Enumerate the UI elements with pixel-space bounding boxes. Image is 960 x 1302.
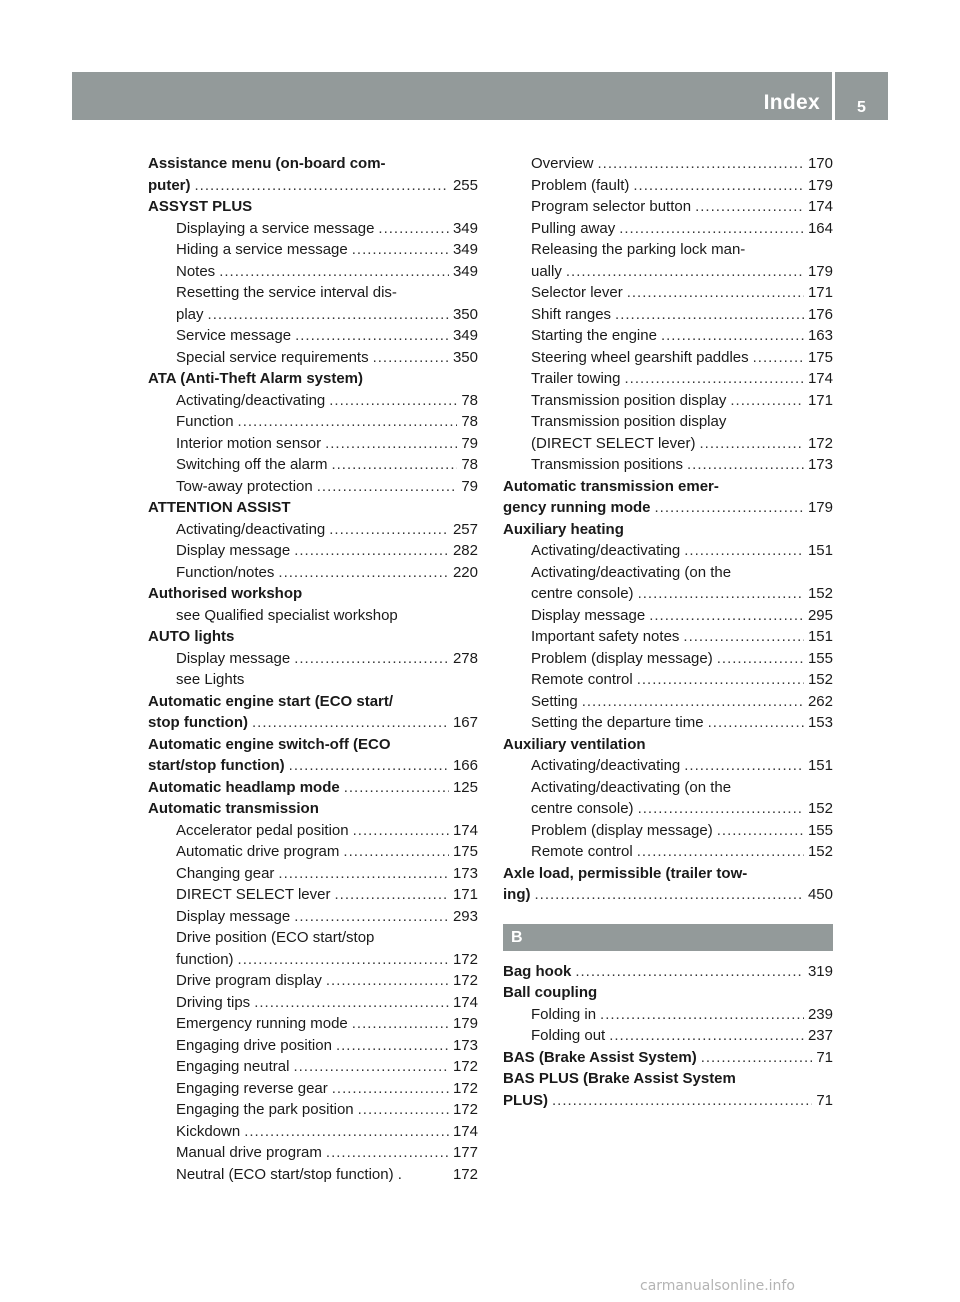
entry-label: Activating/deactivating (on the [531, 778, 732, 796]
entry-page: 167 [452, 714, 478, 731]
dot-leader [627, 282, 804, 304]
dot-leader [609, 1025, 804, 1047]
dot-leader [683, 626, 804, 648]
index-entry [148, 304, 478, 326]
entry-page: 173 [807, 456, 833, 473]
entry-label: Selector lever [531, 284, 623, 301]
index-entry [503, 218, 833, 240]
index-entry [148, 519, 478, 541]
entry-label: Engaging the park position [176, 1101, 354, 1118]
dot-leader [289, 755, 449, 777]
index-entry [148, 175, 478, 197]
entry-label: Transmission position display [531, 413, 727, 430]
entry-label: Changing gear [176, 864, 275, 882]
entry-page: 172 [452, 1058, 478, 1075]
index-entry [148, 755, 478, 777]
dot-leader [708, 712, 804, 734]
dot-leader [294, 906, 449, 928]
entry-page: 151 [807, 542, 833, 559]
index-entry [503, 669, 833, 691]
entry-page: 176 [807, 305, 833, 323]
entry-page: 278 [452, 649, 478, 667]
entry-page: 78 [461, 456, 478, 473]
dot-leader [637, 669, 804, 691]
dot-leader [344, 777, 449, 799]
entry-label: Displaying a service message [176, 219, 375, 237]
entry-page: 172 [452, 1165, 478, 1183]
entry-label: Problem (display message) [531, 649, 713, 667]
entry-page: 173 [452, 1036, 478, 1054]
entry-page: 295 [807, 606, 833, 624]
entry-page: 174 [452, 821, 478, 839]
dot-leader [238, 411, 458, 433]
entry-page: 174 [452, 1122, 478, 1140]
index-entry [148, 1056, 478, 1078]
dot-leader [687, 454, 804, 476]
entry-page: 166 [452, 757, 478, 774]
entry-page: 173 [452, 864, 478, 882]
entry-heading: AUTO lights [148, 628, 235, 645]
index-entry [503, 841, 833, 863]
entry-label: Automatic headlamp mode [148, 778, 340, 796]
dot-leader [254, 992, 449, 1014]
index-entry [503, 798, 833, 820]
entry-heading: Auxiliary ventilation [503, 735, 646, 753]
dot-leader [615, 304, 804, 326]
header-title: Index [763, 91, 820, 114]
entry-label: ually [531, 262, 562, 280]
entry-label: BAS (Brake Assist System) [503, 1048, 697, 1066]
dot-leader [219, 261, 449, 283]
dot-leader [552, 1090, 812, 1112]
entry-label: PLUS) [503, 1091, 548, 1109]
entry-label: Resetting the service interval dis- [176, 284, 397, 301]
entry-label: Function/notes [176, 563, 275, 581]
entry-label: centre console) [531, 585, 634, 602]
index-entry [148, 562, 478, 584]
page-number: 5 [835, 72, 888, 120]
entry-label: Kickdown [176, 1122, 241, 1140]
header-bar [72, 72, 832, 120]
entry-label: function) [176, 950, 234, 968]
entry-label: Bag hook [503, 962, 572, 980]
entry-label: Automatic drive program [176, 843, 340, 860]
index-entry [148, 218, 478, 240]
dot-leader [332, 1078, 449, 1100]
cross-reference: see Lights [176, 671, 245, 688]
entry-page: 349 [452, 219, 478, 237]
entry-page: 155 [807, 821, 833, 839]
index-entry [503, 626, 833, 648]
entry-heading: ASSYST PLUS [148, 198, 253, 215]
entry-label: Tow-away protection [176, 477, 313, 495]
entry-heading: Automatic transmission [148, 800, 319, 817]
entry-label: Problem (fault) [531, 176, 630, 194]
dot-leader [195, 175, 449, 197]
index-entry [503, 1004, 833, 1026]
index-entry [148, 540, 478, 562]
dot-leader [684, 755, 804, 777]
entry-label: Activating/deactivating [176, 520, 326, 538]
index-entry [148, 712, 478, 734]
entry-page: 239 [807, 1005, 833, 1023]
dot-leader [684, 540, 804, 562]
dot-leader [655, 497, 804, 519]
index-entry [503, 368, 833, 390]
entry-page: 172 [452, 972, 478, 989]
dot-leader [598, 153, 804, 175]
entry-label: Activating/deactivating [531, 757, 681, 774]
entry-page: 152 [807, 800, 833, 817]
entry-page: 257 [452, 520, 478, 538]
index-entry [148, 1099, 478, 1121]
entry-label: Driving tips [176, 993, 251, 1011]
entry-page: 450 [807, 886, 833, 903]
index-entry [148, 433, 478, 455]
dot-leader [717, 820, 804, 842]
index-entry [148, 1078, 478, 1100]
index-entry [148, 820, 478, 842]
dot-leader [535, 884, 804, 906]
index-column-right [503, 153, 833, 1111]
dot-leader [252, 712, 449, 734]
entry-page: 71 [816, 1048, 833, 1066]
entry-label: Notes [176, 262, 216, 280]
dot-leader [329, 519, 449, 541]
index-entry [148, 863, 478, 885]
dot-leader [352, 239, 449, 261]
entry-label: Folding out [531, 1027, 606, 1044]
entry-page: 170 [807, 155, 833, 172]
entry-page: 350 [452, 305, 478, 323]
entry-label: Shift ranges [531, 305, 612, 323]
entry-label: Setting the departure time [531, 714, 704, 731]
index-entry [503, 648, 833, 670]
index-entry [148, 476, 478, 498]
entry-label: centre console) [531, 800, 634, 817]
entry-label: ing) [503, 886, 531, 903]
dot-leader [717, 648, 804, 670]
entry-label: Activating/deactivating [176, 391, 326, 409]
dot-leader [335, 884, 449, 906]
dot-leader [566, 261, 804, 283]
index-entry [148, 884, 478, 906]
index-entry [148, 390, 478, 412]
entry-heading: ATA (Anti-Theft Alarm system) [148, 370, 364, 387]
entry-page: 349 [452, 241, 478, 258]
index-entry [503, 282, 833, 304]
entry-page: 179 [807, 176, 833, 194]
index-entry [148, 777, 478, 799]
dot-leader [278, 863, 449, 885]
index-entry [148, 949, 478, 971]
dot-leader [624, 368, 803, 390]
index-entry [148, 841, 478, 863]
index-entry [503, 1090, 833, 1112]
index-entry [148, 1142, 478, 1164]
index-entry [503, 497, 833, 519]
entry-page: 171 [807, 391, 833, 409]
dot-leader [730, 390, 804, 412]
index-entry [148, 970, 478, 992]
entry-label: Program selector button [531, 198, 692, 215]
dot-leader [575, 961, 804, 983]
entry-heading: Automatic engine start (ECO start/ [148, 692, 394, 710]
index-entry [148, 239, 478, 261]
entry-heading: Auxiliary heating [503, 520, 624, 538]
index-entry [503, 884, 833, 906]
dot-leader [325, 433, 457, 455]
entry-page: 164 [807, 219, 833, 237]
dot-leader [336, 1035, 449, 1057]
dot-leader [600, 1004, 804, 1026]
dot-leader [343, 841, 449, 863]
index-entry [503, 583, 833, 605]
dot-leader [352, 1013, 449, 1035]
entry-label: Interior motion sensor [176, 434, 322, 452]
entry-heading: Automatic transmission emer- [503, 477, 719, 495]
entry-label: Service message [176, 327, 292, 344]
index-entry [503, 261, 833, 283]
entry-label: Setting [531, 692, 578, 710]
entry-page: 293 [452, 907, 478, 925]
entry-page: 172 [452, 1101, 478, 1118]
index-entry [503, 153, 833, 175]
entry-page: 152 [807, 671, 833, 688]
entry-label: Overview [531, 155, 594, 172]
entry-label: stop function) [148, 714, 248, 731]
entry-label: Switching off the alarm [176, 456, 328, 473]
entry-label: Steering wheel gearshift paddles [531, 348, 749, 366]
entry-page: 255 [452, 176, 478, 194]
index-entry [503, 605, 833, 627]
entry-label: Emergency running mode [176, 1015, 348, 1032]
entry-label: Folding in [531, 1005, 597, 1023]
entry-label: Display message [176, 542, 291, 559]
dot-leader [661, 325, 804, 347]
entry-page: 172 [452, 1079, 478, 1097]
entry-label: start/stop function) [148, 757, 285, 774]
entry-page: 175 [807, 348, 833, 366]
dot-leader [278, 562, 449, 584]
entry-label: Display message [176, 649, 291, 667]
index-entry [503, 1047, 833, 1069]
index-entry [148, 1121, 478, 1143]
entry-page: 179 [452, 1015, 478, 1032]
entry-label: Manual drive program [176, 1144, 322, 1161]
dot-leader [753, 347, 804, 369]
index-entry [148, 648, 478, 670]
dot-leader [238, 949, 449, 971]
dot-leader [326, 970, 449, 992]
entry-label: Engaging reverse gear [176, 1079, 328, 1097]
entry-page: 125 [452, 778, 478, 796]
index-column-left [148, 153, 478, 1185]
entry-page: 174 [807, 198, 833, 215]
entry-label: Important safety notes [531, 628, 680, 645]
entry-page: 319 [807, 962, 833, 980]
entry-page: 172 [452, 950, 478, 968]
entry-label: Trailer towing [531, 370, 621, 387]
index-entry [503, 433, 833, 455]
entry-page: 171 [807, 284, 833, 301]
index-entry [503, 325, 833, 347]
cross-reference: see Qualified specialist workshop [176, 606, 398, 624]
index-entry [148, 325, 478, 347]
dot-leader [326, 1142, 449, 1164]
dot-leader [701, 1047, 813, 1069]
dot-leader [649, 605, 804, 627]
entry-heading: Automatic engine switch-off (ECO [148, 735, 391, 753]
index-entry [148, 1013, 478, 1035]
entry-heading: Assistance menu (on-board com- [148, 155, 386, 172]
index-entry [148, 411, 478, 433]
index-entry [503, 196, 833, 218]
entry-page: 152 [807, 585, 833, 602]
index-entry [148, 906, 478, 928]
entry-heading: BAS PLUS (Brake Assist System [503, 1070, 736, 1087]
entry-page: 79 [461, 434, 478, 452]
index-entry [503, 175, 833, 197]
entry-heading: Axle load, permissible (trailer tow- [503, 864, 748, 882]
entry-label: Hiding a service message [176, 241, 348, 258]
dot-leader [294, 540, 449, 562]
entry-page: 163 [807, 327, 833, 344]
dot-leader [378, 218, 449, 240]
dot-leader [208, 304, 449, 326]
entry-page: 152 [807, 843, 833, 860]
entry-heading: ATTENTION ASSIST [148, 499, 291, 516]
index-entry [503, 961, 833, 983]
dot-leader [699, 433, 803, 455]
entry-label: Releasing the parking lock man- [531, 241, 746, 258]
entry-label: Display message [176, 907, 291, 925]
entry-label: Problem (display message) [531, 821, 713, 839]
index-entry [148, 1035, 478, 1057]
entry-page: 151 [807, 757, 833, 774]
dot-leader [358, 1099, 449, 1121]
entry-page: 79 [461, 477, 478, 495]
index-entry [148, 454, 478, 476]
index-entry [503, 1025, 833, 1047]
dot-leader [353, 820, 449, 842]
index-entry [503, 755, 833, 777]
dot-leader [331, 454, 457, 476]
dot-leader [638, 583, 804, 605]
dot-leader [633, 175, 804, 197]
entry-label: puter) [148, 176, 191, 194]
dot-leader [317, 476, 458, 498]
dot-leader [695, 196, 804, 218]
entry-label: Activating/deactivating (on the [531, 563, 732, 581]
entry-page: 237 [807, 1027, 833, 1044]
entry-label: Starting the engine [531, 327, 657, 344]
index-entry [503, 454, 833, 476]
entry-page: 175 [452, 843, 478, 860]
index-entry [503, 540, 833, 562]
dot-leader [619, 218, 804, 240]
entry-label: Remote control [531, 843, 633, 860]
dot-leader [294, 648, 449, 670]
dot-leader [329, 390, 457, 412]
index-entry [148, 261, 478, 283]
index-entry [503, 820, 833, 842]
entry-page: 78 [461, 413, 478, 430]
entry-page: 179 [807, 262, 833, 280]
index-entry [148, 992, 478, 1014]
entry-label: Pulling away [531, 219, 616, 237]
dot-leader [293, 1056, 449, 1078]
entry-page: 350 [452, 348, 478, 366]
index-entry [503, 712, 833, 734]
dot-leader [638, 798, 804, 820]
entry-page: 78 [461, 391, 478, 409]
entry-page: 151 [807, 628, 833, 645]
dot-leader [582, 691, 804, 713]
entry-page: 349 [452, 327, 478, 344]
dot-leader [295, 325, 449, 347]
entry-label: play [176, 305, 204, 323]
entry-page: 177 [452, 1144, 478, 1161]
entry-label: (DIRECT SELECT lever) [531, 434, 696, 452]
entry-label: Neutral (ECO start/stop function) . [176, 1165, 402, 1183]
entry-page: 153 [807, 714, 833, 731]
entry-page: 220 [452, 563, 478, 581]
entry-label: Remote control [531, 671, 633, 688]
dot-leader [373, 347, 449, 369]
entry-label: Transmission position display [531, 391, 727, 409]
dot-leader [244, 1121, 449, 1143]
entry-page: 282 [452, 542, 478, 559]
entry-label: Function [176, 413, 234, 430]
entry-label: Transmission positions [531, 456, 683, 473]
entry-label: Engaging neutral [176, 1058, 290, 1075]
watermark: carmanualsonline.info [640, 1278, 795, 1294]
index-entry [503, 691, 833, 713]
index-entry [503, 390, 833, 412]
entry-page: 174 [807, 370, 833, 387]
index-entry [503, 347, 833, 369]
entry-label: Special service requirements [176, 348, 369, 366]
entry-page: 155 [807, 649, 833, 667]
entry-label: Display message [531, 606, 646, 624]
entry-page: 262 [807, 692, 833, 710]
entry-label: Accelerator pedal position [176, 821, 349, 839]
index-header [72, 72, 888, 120]
entry-label: DIRECT SELECT lever [176, 886, 331, 903]
entry-label: Drive program display [176, 972, 322, 989]
index-entry [148, 347, 478, 369]
entry-heading: Authorised workshop [148, 585, 303, 602]
entry-heading: Ball coupling [503, 984, 598, 1001]
entry-label: gency running mode [503, 499, 651, 516]
entry-page: 349 [452, 262, 478, 280]
entry-label: Activating/deactivating [531, 542, 681, 559]
index-entry [503, 304, 833, 326]
section-letter: B [503, 924, 833, 951]
entry-label: Engaging drive position [176, 1036, 332, 1054]
entry-label: Drive position (ECO start/stop [176, 929, 375, 946]
entry-page: 179 [807, 499, 833, 516]
entry-page: 71 [816, 1091, 833, 1109]
entry-page: 171 [452, 886, 478, 903]
entry-page: 174 [452, 993, 478, 1011]
entry-page: 172 [807, 434, 833, 452]
dot-leader [637, 841, 804, 863]
index-entry [148, 1164, 478, 1186]
